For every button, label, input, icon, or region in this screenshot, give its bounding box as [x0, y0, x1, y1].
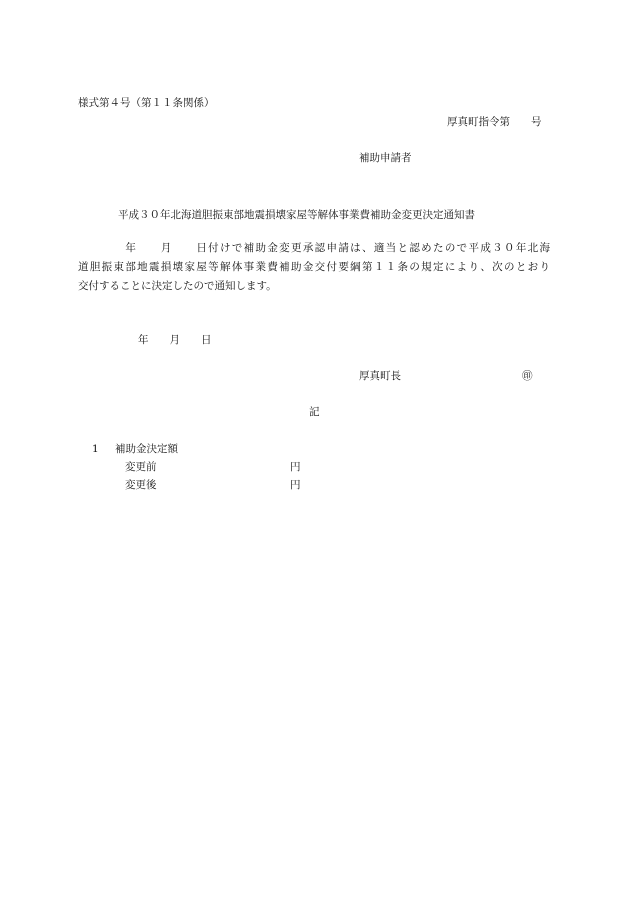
section-1-number: 1 — [92, 443, 99, 455]
document-number: 厚真町指令第 号 — [447, 116, 542, 128]
form-number: 様式第４号（第１１条関係） — [78, 97, 215, 109]
row-before-unit: 円 — [290, 461, 301, 473]
document-title: 平成３０年北海道胆振東部地震損壊家屋等解体事業費補助金変更決定通知書 — [118, 209, 475, 221]
row-after-label: 変更後 — [125, 479, 157, 491]
addressee: 補助申請者 — [359, 152, 412, 164]
ki-heading: 記 — [309, 406, 320, 418]
row-after-unit: 円 — [290, 479, 301, 491]
row-before-label: 変更前 — [125, 461, 157, 473]
body-line-1: 年 月 日付けで補助金変更承認申請は、適当と認めたので平成３０年北海 — [78, 242, 550, 254]
section-1-heading: 補助金決定額 — [115, 443, 178, 455]
body-line-3: 交付することに決定したので通知します。 — [78, 280, 277, 292]
issuer-title: 厚真町長 — [359, 370, 401, 382]
date-line: 年 月 日 — [138, 334, 212, 346]
seal-mark: ㊞ — [522, 370, 533, 382]
body-line-2: 道胆振東部地震損壊家屋等解体事業費補助金交付要綱第１１条の規定により、次のとおり — [78, 261, 550, 273]
